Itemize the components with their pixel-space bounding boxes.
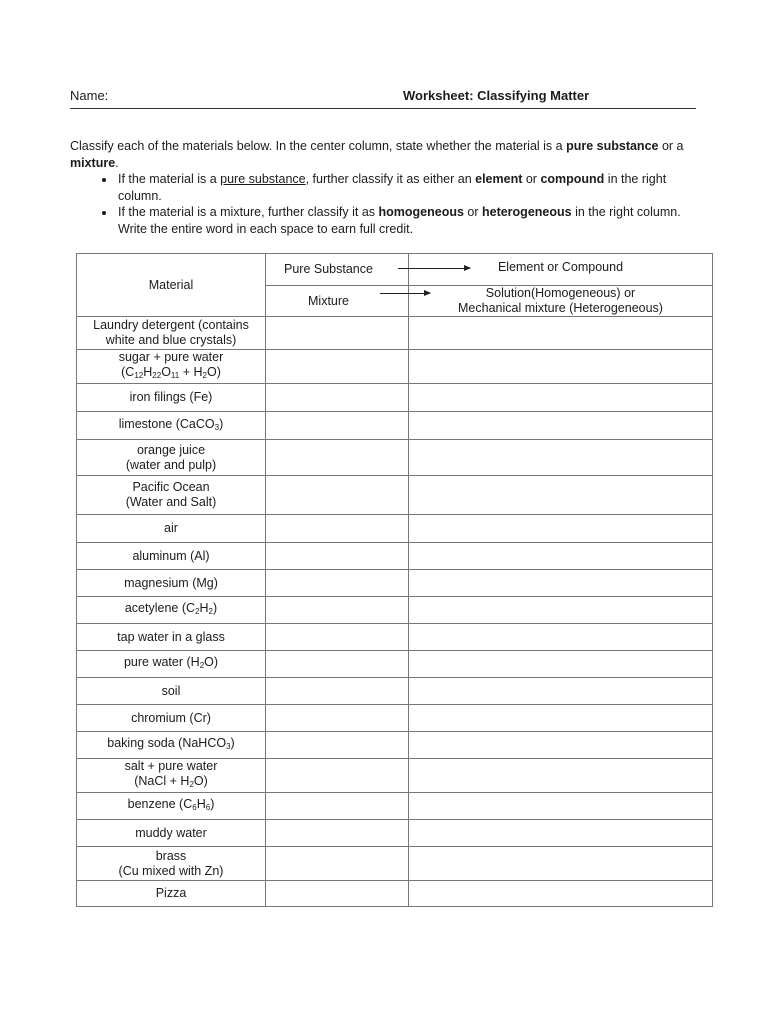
table-row — [77, 350, 713, 384]
pure-or-mixture-answer[interactable] — [266, 705, 409, 732]
intro-paragraph: Classify each of the materials below. In the center column, state whether the material is a pure substance or a mixture. — [70, 139, 684, 170]
classification-answer[interactable] — [409, 759, 713, 793]
pure-or-mixture-answer[interactable] — [266, 440, 409, 476]
material-cell: salt + pure water (NaCl + $H_2O$) — [77, 759, 266, 793]
classification-answer[interactable] — [409, 476, 713, 515]
arrow-icon — [398, 268, 470, 269]
instructions — [70, 138, 696, 237]
material-cell: benzene $(C_6H_6)$ — [77, 793, 266, 820]
classification-answer[interactable] — [409, 678, 713, 705]
material-cell: baking soda (NaHCO$_3$) — [77, 732, 266, 759]
classification-answer[interactable] — [409, 651, 713, 678]
header-mixture: Mixture — [266, 286, 409, 317]
pure-or-mixture-answer[interactable] — [266, 476, 409, 515]
material-cell: Pacific Ocean (Water and Salt) — [77, 476, 266, 515]
table-row — [77, 384, 713, 412]
pure-or-mixture-answer[interactable] — [266, 570, 409, 597]
material-cell: pure water $(H_2O)$ — [77, 651, 266, 678]
pure-or-mixture-answer[interactable] — [266, 597, 409, 624]
classification-answer[interactable] — [409, 881, 713, 907]
arrow-icon — [380, 293, 430, 294]
table-row — [77, 624, 713, 651]
classification-answer[interactable] — [409, 705, 713, 732]
table-row — [77, 705, 713, 732]
table-row — [77, 476, 713, 515]
table-row — [77, 597, 713, 624]
material-cell: aluminum (Al) — [77, 543, 266, 570]
table-row — [77, 732, 713, 759]
table-row — [77, 317, 713, 350]
table-row — [77, 412, 713, 440]
classification-answer[interactable] — [409, 412, 713, 440]
pure-or-mixture-answer[interactable] — [266, 820, 409, 847]
classification-answer[interactable] — [409, 384, 713, 412]
table-row — [77, 570, 713, 597]
pure-or-mixture-answer[interactable] — [266, 847, 409, 881]
classification-answer[interactable] — [409, 350, 713, 384]
header-pure-substance: Pure Substance — [266, 254, 409, 286]
material-cell: brass (Cu mixed with Zn) — [77, 847, 266, 881]
worksheet-title: Worksheet: Classifying Matter — [403, 88, 590, 103]
worksheet-header — [70, 88, 696, 109]
material-cell: Laundry detergent (contains white and blue crystals) — [77, 317, 266, 350]
pure-or-mixture-answer[interactable] — [266, 732, 409, 759]
classification-answer[interactable] — [409, 515, 713, 543]
table-row — [77, 881, 713, 907]
material-cell: orange juice (water and pulp) — [77, 440, 266, 476]
material-cell: acetylene $(C_2H_2)$ — [77, 597, 266, 624]
name-label: Name: — [70, 88, 109, 103]
material-cell: iron filings (Fe) — [77, 384, 266, 412]
table-row — [77, 847, 713, 881]
pure-or-mixture-answer[interactable] — [266, 793, 409, 820]
classification-answer[interactable] — [409, 820, 713, 847]
bullet-pure-substance: • If the material is a pure substance, further classify it as either an element or compound in the right column. — [116, 171, 696, 204]
classification-table — [76, 253, 713, 907]
material-cell: limestone (CaCO$_3$) — [77, 412, 266, 440]
classification-answer[interactable] — [409, 570, 713, 597]
classification-answer[interactable] — [409, 543, 713, 570]
table-row — [77, 678, 713, 705]
classification-answer[interactable] — [409, 793, 713, 820]
pure-or-mixture-answer[interactable] — [266, 651, 409, 678]
material-cell: Pizza — [77, 881, 266, 907]
material-cell: chromium (Cr) — [77, 705, 266, 732]
material-cell: tap water in a glass — [77, 624, 266, 651]
pure-or-mixture-answer[interactable] — [266, 881, 409, 907]
classification-answer[interactable] — [409, 440, 713, 476]
table-row — [77, 820, 713, 847]
material-cell: soil — [77, 678, 266, 705]
pure-or-mixture-answer[interactable] — [266, 759, 409, 793]
material-cell: magnesium (Mg) — [77, 570, 266, 597]
table-row — [77, 651, 713, 678]
bullet-mixture: • If the material is a mixture, further classify it as homogeneous or heterogeneous in the right column. Write the entire word in each space to earn full credit. — [116, 204, 696, 237]
classification-answer[interactable] — [409, 732, 713, 759]
pure-or-mixture-answer[interactable] — [266, 678, 409, 705]
pure-or-mixture-answer[interactable] — [266, 624, 409, 651]
header-element-compound: Element or Compound — [409, 254, 713, 286]
pure-or-mixture-answer[interactable] — [266, 350, 409, 384]
classification-answer[interactable] — [409, 597, 713, 624]
table-row — [77, 515, 713, 543]
pure-or-mixture-answer[interactable] — [266, 384, 409, 412]
table-row — [77, 440, 713, 476]
table-row — [77, 793, 713, 820]
pure-or-mixture-answer[interactable] — [266, 515, 409, 543]
header-material: Material — [77, 254, 266, 317]
material-cell: sugar + pure water $(C_{12}H_{22}O_{11} + H_2O)$ — [77, 350, 266, 384]
table-row — [77, 543, 713, 570]
pure-or-mixture-answer[interactable] — [266, 543, 409, 570]
pure-or-mixture-answer[interactable] — [266, 412, 409, 440]
header-solution-mixture: Solution(Homogeneous) or Mechanical mixture (Heterogeneous) — [409, 286, 713, 317]
table-row — [77, 759, 713, 793]
classification-answer[interactable] — [409, 317, 713, 350]
pure-or-mixture-answer[interactable] — [266, 317, 409, 350]
material-cell: muddy water — [77, 820, 266, 847]
classification-answer[interactable] — [409, 624, 713, 651]
material-cell: air — [77, 515, 266, 543]
classification-answer[interactable] — [409, 847, 713, 881]
